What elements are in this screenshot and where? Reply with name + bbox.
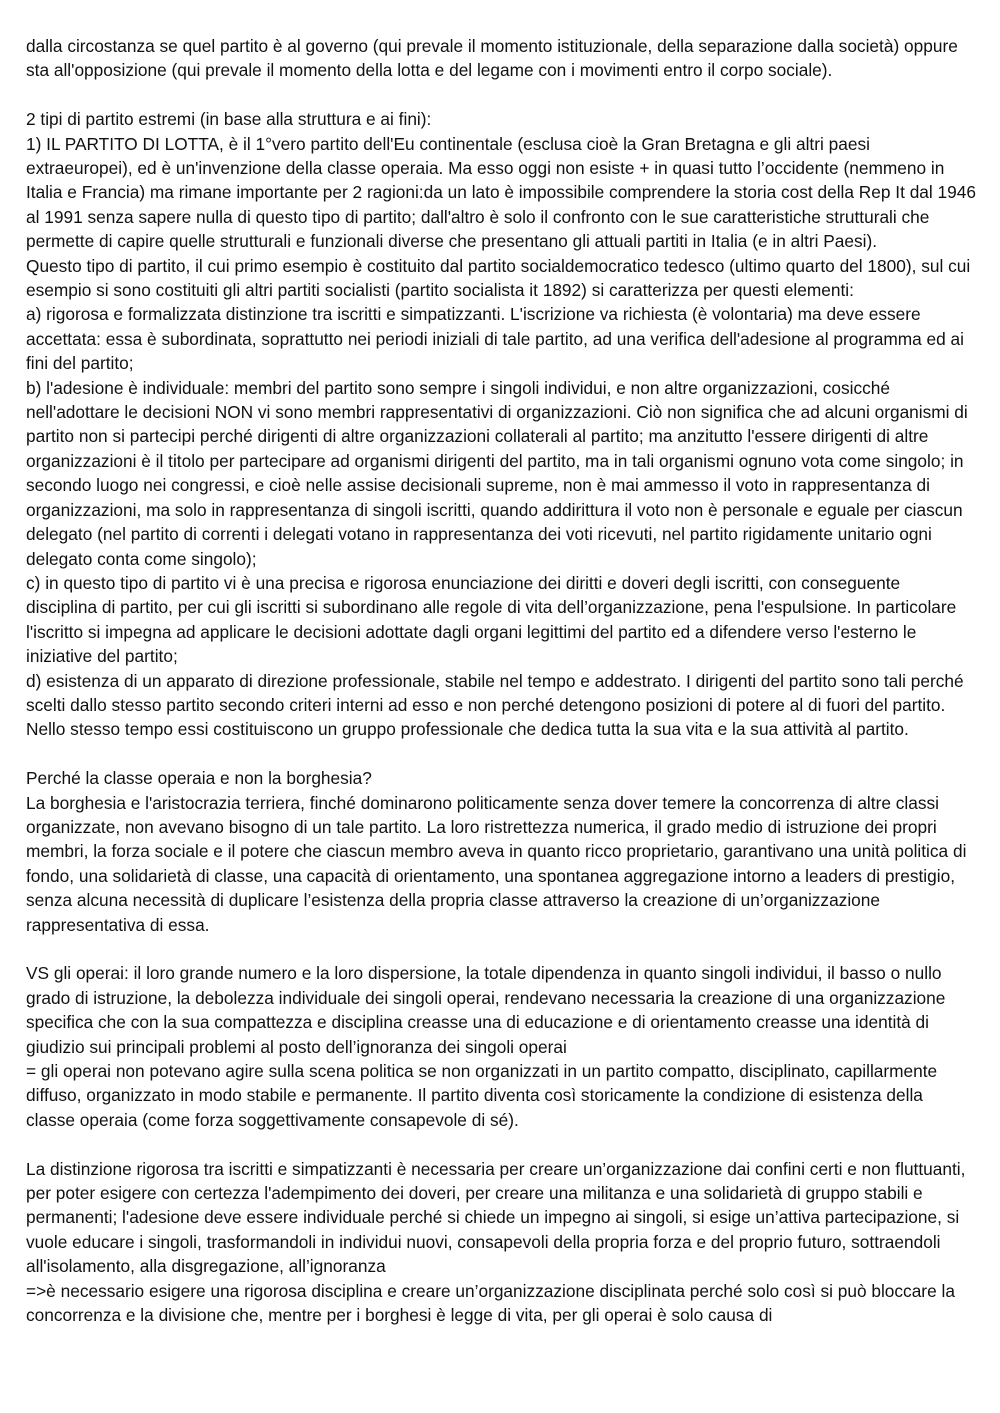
document-page [26, 34, 976, 1327]
paragraph-spacer [26, 742, 976, 766]
paragraph-working-class-question: Perché la classe operaia e non la borghesia? La borghesia e l'aristocrazia terriera, finché dominarono politicamente senza dover temere la concorrenza di altre classi organizzate, non avevano bisogno di un tale partito. La loro ristrettezza numerica, il grado medio di istruzione dei propri membri, la forza sociale e il potere che ciascun membro aveva in quanto ricco proprietario, garantivano una unità politica di fondo, una solidarietà di classe, una capacità di orientamento, una spontanea aggregazione intorno a leaders di prestigio, senza alcuna necessità di duplicare l’esistenza della propria classe attraverso la creazione di un’organizzazione rappresentativa di essa. [26, 768, 967, 935]
paragraph-party-types: 2 tipi di partito estremi (in base alla struttura e ai fini): 1) IL PARTITO DI LOTTA, è il 1°vero partito dell'Eu continentale (esclusa cioè la Gran Bretagna e gli altri paesi extraeuropei), ed è un'invenzione della classe operaia. Ma esso oggi non esiste + in quasi tutto l’occidente (nemmeno in Italia e Francia) ma rimane importante per 2 ragioni:da un lato è impossibile comprendere la storia cost della Rep It dal 1946 al 1991 senza sapere nulla di questo tipo di partito; dall'altro è solo il confronto con le sue caratteristiche strutturali che permette di capire quelle strutturali e funzionali diverse che presentano gli attuali partiti in Italia (e in altri Paesi). Questo tipo di partito, il cui primo esempio è costituito dal partito socialdemocratico tedesco (ultimo quarto del 1800), sul cui esempio si sono costituiti gli altri partiti socialisti (partito socialista it 1892) si caratterizza per questi elementi: a) rigorosa e formalizzata distinzione tra iscritti e simpatizzanti. L'iscrizione va richiesta (è volontaria) ma deve essere accettata: essa è subordinata, soprattutto nei periodi iniziali di tale partito, ad una verifica dell'adesione al programma ed ai fini del partito; b) l'adesione è individuale: membri del partito sono sempre i singoli individui, e non altre organizzazioni, cosicché nell'adottare le decisioni NON vi sono membri rappresentativi di organizzazioni. Ciò non significa che ad alcuni organismi di partito non si partecipi perché dirigenti di altre organizzazioni collaterali al partito; ma anzitutto l'essere dirigenti di altre organizzazioni è il titolo per partecipare ad organismi dirigenti del partito, ma in tali organismi ognuno vota come singolo; in secondo luogo nei congressi, e cioè nelle assise decisionali supreme, non è mai ammesso il voto in rappresentanza di organizzazioni, ma solo in rappresentanza di singoli iscritti, quando addirittura il voto non è personale e eguale per ciascun delegato (nel partito di correnti i delegati votano in rappresentanza dei voti ricevuti, nel partito rigidamente unitario ogni delegato conta come singolo); c) in questo tipo di partito vi è una precisa e rigorosa enunciazione dei diritti e doveri degli iscritti, con conseguente disciplina di partito, per cui gli iscritti si subordinano alle regole di vita dell’organizzazione, pena l'espulsione. In particolare l'iscritto si impegna ad applicare le decisioni adottate dagli organi legittimi del partito ed a difendere verso l'esterno le iniziative del partito; d) esistenza di un apparato di direzione professionale, stabile nel tempo e addestrato. I dirigenti del partito sono tali perché scelti dallo stesso partito secondo criteri interni ad esso e non perché detengono posizioni di potere al di fuori del partito. Nello stesso tempo essi costituiscono un gruppo professionale che dedica tutta la sua vita e la sua attività al partito. [26, 109, 977, 740]
paragraph-intro: dalla circostanza se quel partito è al governo (qui prevale il momento istituzionale, della separazione dalla società) oppure sta all'opposizione (qui prevale il momento della lotta e del legame con i movimenti entro il corpo sociale). [26, 36, 958, 81]
paragraph-spacer [26, 83, 976, 107]
paragraph-workers-vs: VS gli operai: il loro grande numero e la loro dispersione, la totale dipendenza in quanto singoli individui, il basso o nullo grado di istruzione, la debolezza individuale dei singoli operai, rendevano necessaria la creazione di una organizzazione specifica che con la sua compattezza e disciplina creasse una di educazione e di orientamento creasse una identità di giudizio sui principali problemi al posto dell’ignoranza dei singoli operai = gli operai non potevano agire sulla scena politica se non organizzati in un partito compatto, disciplinato, capillarmente diffuso, organizzato in modo stabile e permanente. Il partito diventa così storicamente la condizione di esistenza della classe operaia (come forza soggettivamente consapevole di sé). [26, 963, 946, 1130]
paragraph-spacer [26, 937, 976, 961]
paragraph-spacer [26, 1132, 976, 1156]
paragraph-distinction: La distinzione rigorosa tra iscritti e simpatizzanti è necessaria per creare un’organizzazione dai confini certi e non fluttuanti, per poter esigere con certezza l'adempimento dei doveri, per creare una militanza e una solidarietà di gruppo stabili e permanenti; l'adesione deve essere individuale perché si chiede un impegno ai singoli, si esige un’attiva partecipazione, si vuole educare i singoli, trasformandoli in individui nuovi, consapevoli della propria forza e del proprio futuro, sottraendoli all'isolamento, alla disgregazione, all’ignoranza =>è necessario esigere una rigorosa disciplina e creare un’organizzazione disciplinata perché solo così si può bloccare la concorrenza e la divisione che, mentre per i borghesi è legge di vita, per gli operai è solo causa di [26, 1158, 966, 1326]
